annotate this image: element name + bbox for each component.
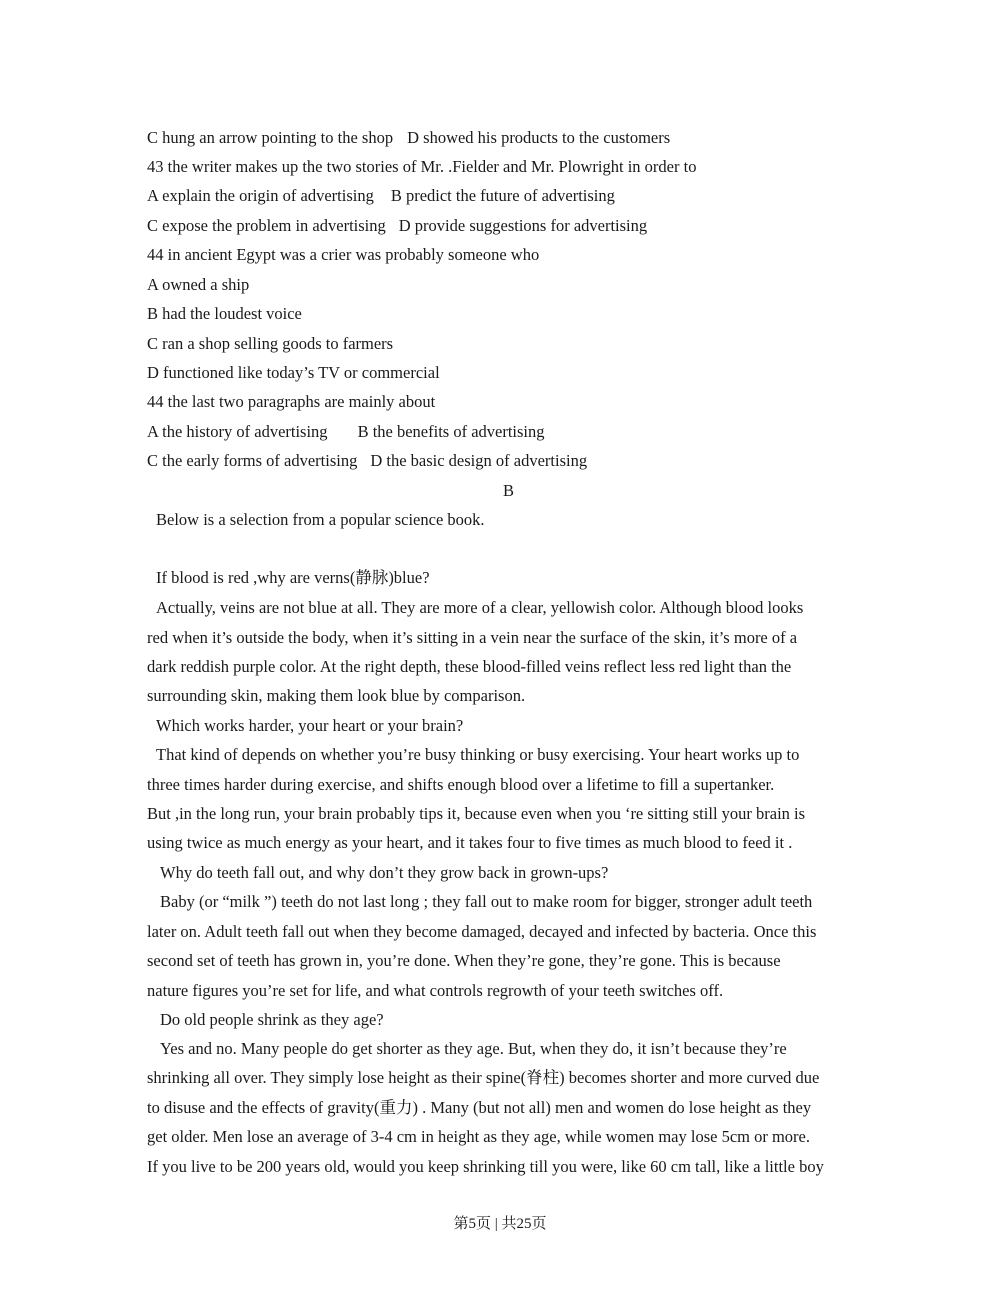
- question-1: If blood is red ,why are verns(静脉)blue?: [156, 568, 430, 587]
- q43-options-cd: [147, 216, 647, 236]
- q42-option-c: C hung an arrow pointing to the shop: [147, 128, 394, 147]
- question-3: Why do teeth fall out, and why don’t they grow back in grown-ups?: [160, 863, 609, 882]
- q43-option-c: C expose the problem in advertising: [147, 216, 386, 235]
- q44b-option-b: B the benefits of advertising: [357, 422, 545, 441]
- q44b-option-d: D the basic design of advertising: [370, 451, 588, 470]
- answer-3-line: nature figures you’re set for life, and what controls regrowth of your teeth switches off.: [147, 981, 724, 1000]
- q44a-option-d: D functioned like today’s TV or commercial: [147, 363, 440, 382]
- q44a-stem: 44 in ancient Egypt was a crier was probably someone who: [147, 245, 540, 264]
- q44b-option-a: A the history of advertising: [147, 422, 328, 441]
- q44b-option-c: C the early forms of advertising: [147, 451, 358, 470]
- answer-3-line: later on. Adult teeth fall out when they become damaged, decayed and infected by bacteria. Once this: [147, 922, 817, 941]
- q44b-options-cd: [147, 451, 587, 471]
- q43-option-d: D provide suggestions for advertising: [398, 216, 648, 235]
- q42-option-d: D showed his products to the customers: [407, 128, 671, 147]
- answer-3-line: Baby (or “milk ”) teeth do not last long ; they fall out to make room for bigger, stronger adult teeth: [160, 892, 813, 911]
- answer-4-line: shrinking all over. They simply lose height as their spine(脊柱) becomes shorter and more curved due: [147, 1068, 820, 1087]
- page-number-footer: 第5页 | 共25页: [453, 1216, 547, 1232]
- q43-stem: 43 the writer makes up the two stories of Mr. .Fielder and Mr. Plowright in order to: [147, 157, 697, 176]
- answer-4-line: If you live to be 200 years old, would you keep shrinking till you were, like 60 cm tall, like a little boy: [147, 1157, 824, 1176]
- q44a-option-b: B had the loudest voice: [147, 304, 302, 323]
- q44a-option-a: A owned a ship: [147, 275, 250, 294]
- q43-option-a: A explain the origin of advertising: [147, 186, 374, 205]
- answer-4-line: get older. Men lose an average of 3-4 cm in height as they age, while women may lose 5cm or more.: [147, 1127, 811, 1146]
- q44a-option-c: C ran a shop selling goods to farmers: [147, 334, 394, 353]
- q44b-stem: 44 the last two paragraphs are mainly about: [147, 392, 436, 411]
- answer-3-line: second set of teeth has grown in, you’re done. When they’re gone, they’re gone. This is because: [147, 951, 781, 970]
- answer-2-line: using twice as much energy as your heart, and it takes four to five times as much blood to feed it .: [147, 833, 793, 852]
- q44b-options-ab: [147, 422, 545, 442]
- answer-1-line: surrounding skin, making them look blue by comparison.: [147, 686, 526, 705]
- answer-2-line: But ,in the long run, your brain probably tips it, because even when you ‘re sitting still your brain is: [147, 804, 806, 823]
- section-label: B: [503, 481, 515, 500]
- answer-1-line: red when it’s outside the body, when it’s sitting in a vein near the surface of the skin, it’s more of a: [147, 628, 798, 647]
- question-2: Which works harder, your heart or your brain?: [156, 716, 464, 735]
- q43-option-b: B predict the future of advertising: [390, 186, 615, 205]
- answer-2-line: three times harder during exercise, and shifts enough blood over a lifetime to fill a supertanker.: [147, 775, 775, 794]
- question-4: Do old people shrink as they age?: [160, 1010, 384, 1029]
- q43-options-ab: [147, 186, 615, 206]
- answer-4-line: to disuse and the effects of gravity(重力) . Many (but not all) men and women do lose height as they: [147, 1098, 812, 1117]
- answer-4-line: Yes and no. Many people do get shorter as they age. But, when they do, it isn’t because they’re: [160, 1039, 787, 1058]
- answer-2-line: That kind of depends on whether you’re busy thinking or busy exercising. Your heart works up to: [156, 745, 800, 764]
- section-intro: Below is a selection from a popular science book.: [156, 510, 485, 529]
- answer-1-line: dark reddish purple color. At the right depth, these blood-filled veins reflect less red light than the: [147, 657, 792, 676]
- q42-options-cd: [147, 128, 670, 148]
- answer-1-line: Actually, veins are not blue at all. They are more of a clear, yellowish color. Although blood looks: [156, 598, 804, 617]
